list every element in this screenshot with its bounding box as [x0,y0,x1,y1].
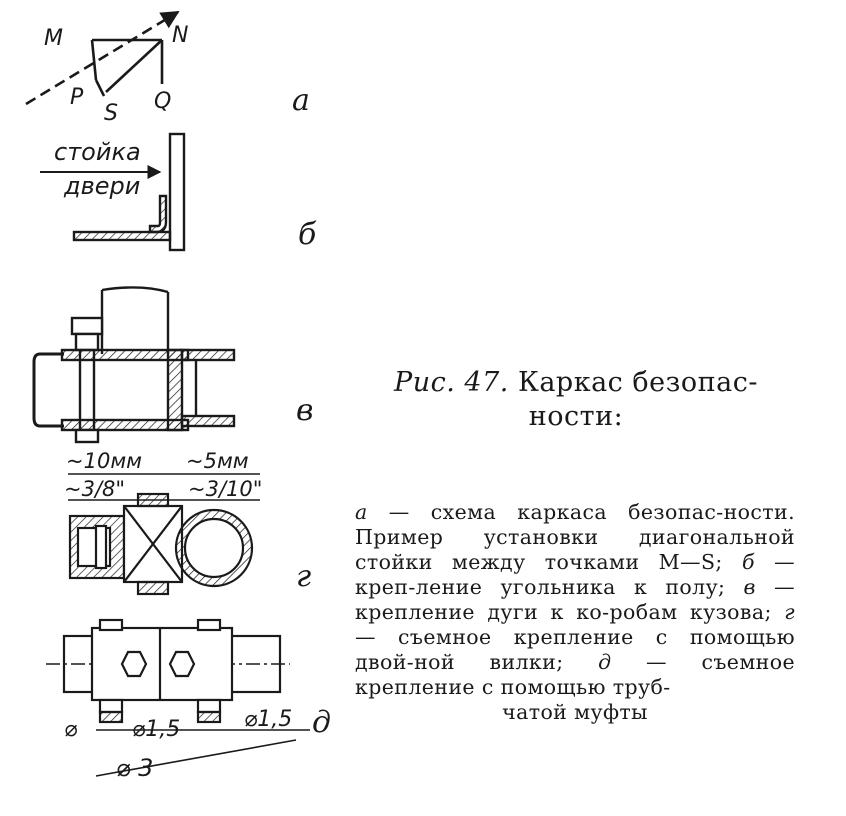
point-m-label: M [44,26,63,51]
legend-text-g: — съемное крепление с помощью двой-ной вилки; [355,625,795,674]
rear-post [92,40,96,80]
legend-letter-b: б [741,550,755,574]
sill-top [182,350,234,360]
figure-d-tube-coupling [46,620,310,776]
sub-label-d: д [312,705,332,740]
dim-dia-right: ⌀1,5 [244,707,293,732]
legend-text-d: — съемное крепление с помощью труб- [355,650,795,699]
hoop-tube [102,287,168,354]
u-bracket [34,354,64,426]
sill-wall-left [168,350,182,430]
point-q-label: Q [154,89,172,114]
bolt-nut-bottom [76,430,98,442]
diagonal-strut [106,40,162,92]
screw-top-left [100,620,122,630]
point-n-label: N [172,23,189,48]
figure-v-hoop-mount [34,287,234,442]
caption-title-line1: Каркас безопас- [517,367,758,398]
dim-right-in: ~3/10" [188,477,263,501]
dim-dia-left: ⌀ [64,717,78,742]
legend-letter-g: г [784,600,795,624]
door-post-section [170,134,184,250]
fork-pin-bottom [138,582,168,594]
floor-plate [74,232,170,240]
bolt-nut-top [76,334,98,350]
legend-letter-a: а [355,500,368,524]
door-post-label-line1: стойка [54,138,141,166]
rear-post-foot [96,80,104,96]
door-post-label-line2: двери [64,172,141,200]
sill-bottom [182,416,234,426]
point-s-label: S [104,101,118,126]
bolt-hex-right [170,652,194,676]
screw-bottom-left [100,700,122,712]
point-p-label: P [70,85,84,110]
sub-label-g: г [296,559,312,594]
legend-letter-v: в [743,575,756,599]
dim-left-mm: ~10мм [66,449,143,473]
bolt-head [72,318,102,334]
sub-label-v: в [296,393,314,428]
fork-pin-top [138,494,168,506]
nut-bottom-left [100,712,122,722]
sub-label-b: б [298,217,317,252]
sub-label-a: а [292,83,310,118]
angle-bracket [150,196,166,232]
legend-text-v: — крепление дуги к ко-робам кузова; [355,575,795,624]
left-plug [96,526,106,568]
screw-top-right [198,620,220,630]
caption-legend [355,500,795,725]
coupling-body [92,628,232,700]
screw-bottom-right [198,700,220,712]
legend-text-b: — креп-ление угольника к полу; [355,550,796,599]
dim-dia-bottom: ⌀ 3 [116,754,154,782]
legend-text-a: — схема каркаса безопас-ности. Пример установки диагональной стойки между точками M—S; [355,500,795,574]
dim-dia-mid: ⌀1,5 [132,717,181,742]
right-tube-inner [185,519,243,577]
caption-title [356,366,796,434]
dim-right-mm: ~5мм [186,449,249,473]
legend-letter-d: д [598,650,612,674]
bolt-hex-left [122,652,146,676]
figure-number: Рис. 47. [394,367,509,398]
dim-left-in: ~3/8" [64,477,126,501]
caption-title-line2: ности: [528,401,624,432]
nut-bottom-right [198,712,220,722]
legend-text-d-last: чатой муфты [502,700,648,724]
